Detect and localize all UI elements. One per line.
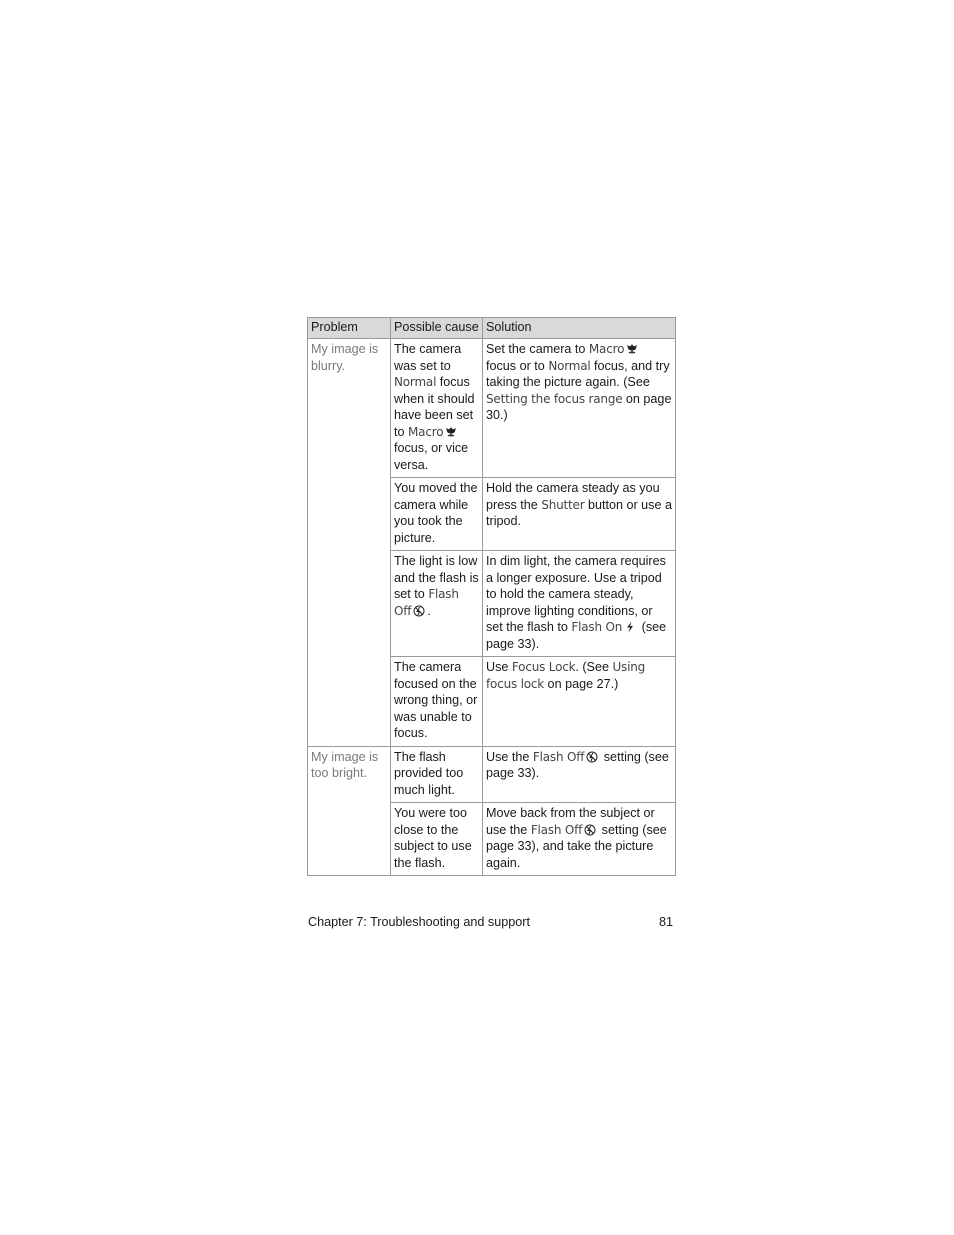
cause-text: focus when it should have been set to <box>394 375 475 439</box>
page-number: 81 <box>659 915 674 929</box>
cause-cell <box>391 746 483 803</box>
cross-reference-link[interactable]: Using focus lock <box>486 660 646 691</box>
cause-text: The camera was set to <box>394 342 462 373</box>
solution-text: Move back from the subject or use the <box>486 806 655 837</box>
solution-text: Hold the camera steady as you press the <box>486 481 660 512</box>
ui-term-flash-off: Flash Off <box>394 587 459 618</box>
solution-cell <box>483 551 676 657</box>
ui-term-flash-off: Flash Off <box>532 749 585 764</box>
macro-flower-icon <box>626 343 638 355</box>
problem-cell-too-bright <box>308 746 391 876</box>
table-header-row <box>308 318 676 339</box>
cause-text: focus, or vice versa. <box>394 441 469 472</box>
problem-text: My image is blurry. <box>311 342 379 373</box>
ui-term-normal: Normal <box>548 358 591 373</box>
ui-term-shutter: Shutter <box>541 497 585 512</box>
solution-text: button or use a tripod. <box>486 497 672 528</box>
column-header-problem: Problem <box>308 318 391 339</box>
ui-term-flash-on: Flash On <box>571 620 623 634</box>
problem-cell-blurry <box>308 339 391 747</box>
cause-cell <box>391 803 483 876</box>
ui-term-focus-lock: Focus Lock <box>511 660 576 674</box>
column-header-cause: Possible cause <box>391 318 483 339</box>
solution-text: setting (see page 33), and take the picture again. <box>486 822 667 870</box>
column-header-solution: Solution <box>483 318 676 339</box>
macro-flower-icon <box>445 426 457 438</box>
solution-cell <box>483 803 676 876</box>
solution-text: Set the camera to <box>486 342 589 356</box>
flash-off-icon <box>584 824 596 836</box>
cause-cell <box>391 339 483 478</box>
solution-text: focus or to <box>486 358 549 373</box>
ui-term-macro: Macro <box>588 342 625 356</box>
cause-cell <box>391 657 483 747</box>
flash-off-icon <box>586 751 598 763</box>
solution-text: (see page 33). <box>486 620 667 651</box>
cross-reference-link[interactable]: Setting the focus range <box>486 391 623 406</box>
solution-cell <box>483 478 676 551</box>
solution-cell <box>483 657 676 747</box>
solution-text: on page 27.) <box>544 676 619 691</box>
solution-text: on page 30.) <box>486 391 672 422</box>
cause-cell <box>391 551 483 657</box>
cause-cell <box>391 478 483 551</box>
cause-text: The flash provided too much light. <box>394 749 464 797</box>
cause-text: You were too close to the subject to use the flash. <box>394 806 472 870</box>
solution-cell <box>483 746 676 803</box>
solution-text: Use the <box>486 749 533 764</box>
cause-text: The camera focused on the wrong thing, or was unable to focus. <box>394 660 478 740</box>
cause-text: The light is low and the flash is set to <box>394 554 479 601</box>
cause-text: . <box>427 603 431 618</box>
flash-on-icon <box>624 621 636 633</box>
ui-term-flash-off: Flash Off <box>530 822 583 837</box>
solution-text: setting (see page 33). <box>486 749 669 780</box>
troubleshooting-table <box>307 317 676 876</box>
solution-text: In dim light, the camera requires a longer exposure. Use a tripod to hold the camera steady, improve lighting conditions, or set the flash to <box>486 554 666 634</box>
footer-chapter: Chapter 7: Troubleshooting and support <box>308 915 530 929</box>
table-row <box>308 746 676 803</box>
flash-off-icon <box>413 605 425 617</box>
problem-text: My image is too bright. <box>311 749 379 780</box>
solution-text: focus, and try taking the picture again. (See <box>486 358 670 389</box>
ui-term-macro: Macro <box>408 424 444 439</box>
solution-text: . (See <box>575 660 613 674</box>
solution-cell <box>483 339 676 478</box>
table-row <box>308 339 676 478</box>
solution-text: Use <box>486 660 512 674</box>
cause-text: You moved the camera while you took the picture. <box>394 481 478 545</box>
ui-term-normal: Normal <box>394 375 437 389</box>
